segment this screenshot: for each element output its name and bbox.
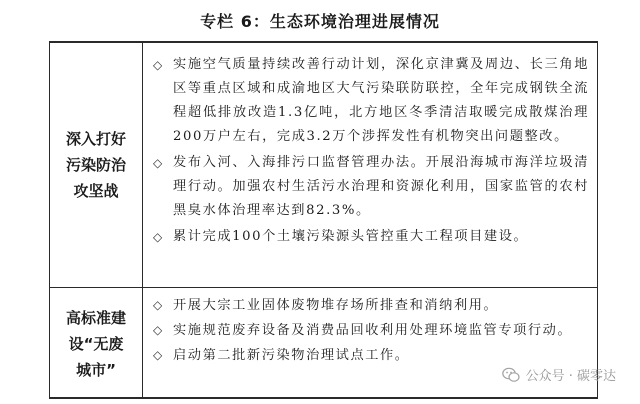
list-item-text: 启动第二批新污染物治理试点工作。 xyxy=(173,348,410,363)
row-label-pollution xyxy=(50,43,143,287)
diamond-arrow-bullet-icon: ◇ xyxy=(153,58,163,72)
list-item-text: 开展大宗工业固体废物堆存场所排查和消纳利用。 xyxy=(173,298,499,313)
diamond-arrow-bullet-icon: ◇ xyxy=(153,298,163,312)
row-label-line: 设“无废 xyxy=(68,334,124,353)
wechat-icon xyxy=(502,367,520,383)
diamond-arrow-bullet-icon: ◇ xyxy=(153,348,163,362)
list-item-text: 发布入河、入海排污口监督管理办法。开展沿海城市海洋垃圾清理行动。加强农村生活污水治理和资源化利用，国家监管的农村黑臭水体治理率达到82.3%。 xyxy=(173,155,589,218)
row-label-line: 高标准建 xyxy=(65,308,126,327)
row-content-pollution xyxy=(143,43,597,287)
row-label-line: 污染防治 xyxy=(65,156,126,174)
page-title: 专栏 6：生态环境治理进展情况 xyxy=(200,12,440,31)
list-item xyxy=(153,294,589,317)
table-row-pollution xyxy=(50,43,597,287)
row-label-line: 攻坚战 xyxy=(73,182,119,200)
row-label-zero-waste xyxy=(50,288,143,399)
list-item-text: 累计完成100个土壤污染源头管控重大工程项目建设。 xyxy=(173,229,529,244)
watermark-text: 公众号 · 碳零达 xyxy=(525,369,616,384)
row-label-line: 深入打好 xyxy=(65,130,126,148)
list-item xyxy=(153,53,589,149)
list-item xyxy=(153,344,589,367)
list-item-text: 实施规范废弃设备及消费品回收利用处理环境监管专项行动。 xyxy=(173,323,573,338)
list-item xyxy=(153,225,589,249)
list-item-text: 实施空气质量持续改善行动计划，深化京津冀及周边、长三角地区等重点区域和成渝地区大气污染联防联控，全年完成钢铁全流程超低排放改造1.3亿吨，北方地区冬季清洁取暖完成散煤治理200万户左右，完成3.2万个涉挥发性有机物突出问题整改。 xyxy=(173,57,589,144)
list-item xyxy=(153,151,589,223)
list-item xyxy=(153,319,589,342)
row-label-line: 城市” xyxy=(76,360,116,379)
diamond-arrow-bullet-icon: ◇ xyxy=(153,230,163,244)
watermark xyxy=(502,365,616,384)
diamond-arrow-bullet-icon: ◇ xyxy=(153,156,163,170)
diamond-arrow-bullet-icon: ◇ xyxy=(153,323,163,337)
progress-table xyxy=(49,41,598,399)
